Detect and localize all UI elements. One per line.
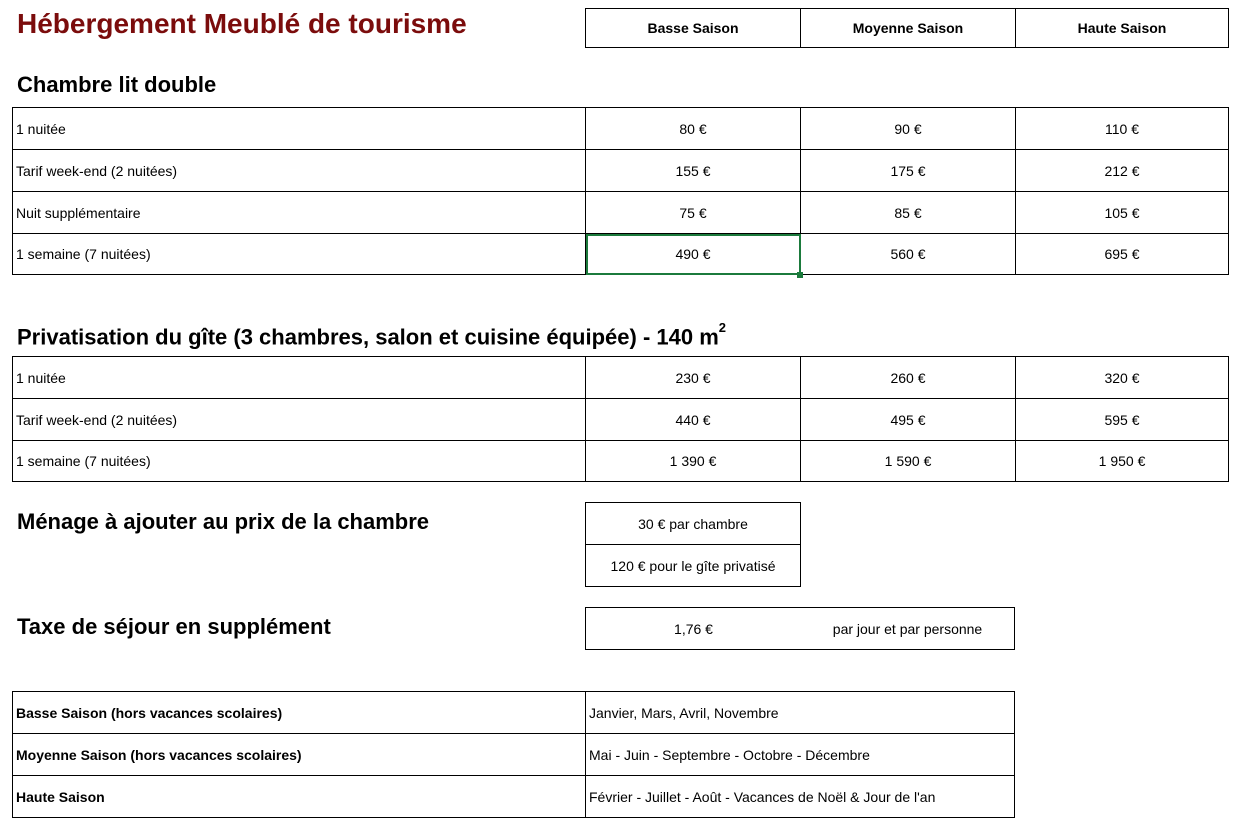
table-row-label[interactable]: Haute Saison [13,776,586,818]
table-row-label[interactable]: 1 nuitée [13,357,586,399]
table-cell[interactable]: 110 € [1016,108,1229,150]
table-row-label[interactable]: 1 nuitée [13,108,586,150]
gite-heading-sup: 2 [718,320,726,335]
fill-handle[interactable] [797,272,803,278]
selected-cell[interactable]: 490 € [586,234,801,275]
table-cell[interactable]: 30 € par chambre [586,503,801,545]
saisons-table [12,691,1015,818]
table-cell[interactable]: 1 590 € [801,441,1016,482]
table-cell[interactable]: 80 € [586,108,801,150]
gite-table [12,356,1229,482]
table-cell[interactable]: 260 € [801,357,1016,399]
table-cell[interactable]: 560 € [801,234,1016,275]
table-cell[interactable]: 495 € [801,399,1016,441]
table-cell[interactable]: 155 € [586,150,801,192]
chambre-table [12,107,1229,275]
season-header [585,8,1229,48]
table-row-label[interactable]: Nuit supplémentaire [13,192,586,234]
taxe-amount[interactable]: 1,76 € [586,608,801,650]
header-haute-saison[interactable]: Haute Saison [1016,9,1229,48]
table-row-label[interactable]: Moyenne Saison (hors vacances scolaires) [13,734,586,776]
table-cell[interactable]: 120 € pour le gîte privatisé [586,545,801,587]
table-row-label[interactable]: Tarif week-end (2 nuitées) [13,150,586,192]
menage-table [585,502,801,587]
table-cell[interactable]: 75 € [586,192,801,234]
table-row-label[interactable]: 1 semaine (7 nuitées) [13,234,586,275]
table-cell[interactable]: Mai - Juin - Septembre - Octobre - Décembre [586,734,1015,776]
gite-heading [17,320,726,350]
table-row-label[interactable]: 1 semaine (7 nuitées) [13,441,586,482]
header-moyenne-saison[interactable]: Moyenne Saison [801,9,1016,48]
table-cell[interactable]: 230 € [586,357,801,399]
gite-heading-text: Privatisation du gîte (3 chambres, salon et cuisine équipée) - 140 m [17,324,719,350]
table-cell[interactable]: Janvier, Mars, Avril, Novembre [586,692,1015,734]
table-cell[interactable]: 1 950 € [1016,441,1229,482]
table-cell[interactable]: 695 € [1016,234,1229,275]
page-title: Hébergement Meublé de tourisme [17,8,467,39]
chambre-heading: Chambre lit double [17,72,217,97]
table-cell[interactable]: Février - Juillet - Août - Vacances de Noël & Jour de l'an [586,776,1015,818]
taxe-heading: Taxe de séjour en supplément [17,614,331,639]
table-cell[interactable]: 320 € [1016,357,1229,399]
table-cell[interactable]: 1 390 € [586,441,801,482]
table-cell[interactable]: 595 € [1016,399,1229,441]
table-cell[interactable]: 440 € [586,399,801,441]
table-row-label[interactable]: Tarif week-end (2 nuitées) [13,399,586,441]
table-cell[interactable]: 175 € [801,150,1016,192]
table-row-label[interactable]: Basse Saison (hors vacances scolaires) [13,692,586,734]
table-cell[interactable]: 105 € [1016,192,1229,234]
header-basse-saison[interactable]: Basse Saison [586,9,801,48]
taxe-unit[interactable]: par jour et par personne [801,608,1015,650]
menage-heading: Ménage à ajouter au prix de la chambre [17,509,430,534]
table-cell[interactable]: 85 € [801,192,1016,234]
taxe-table [585,607,1015,650]
table-cell[interactable]: 90 € [801,108,1016,150]
table-cell[interactable]: 212 € [1016,150,1229,192]
